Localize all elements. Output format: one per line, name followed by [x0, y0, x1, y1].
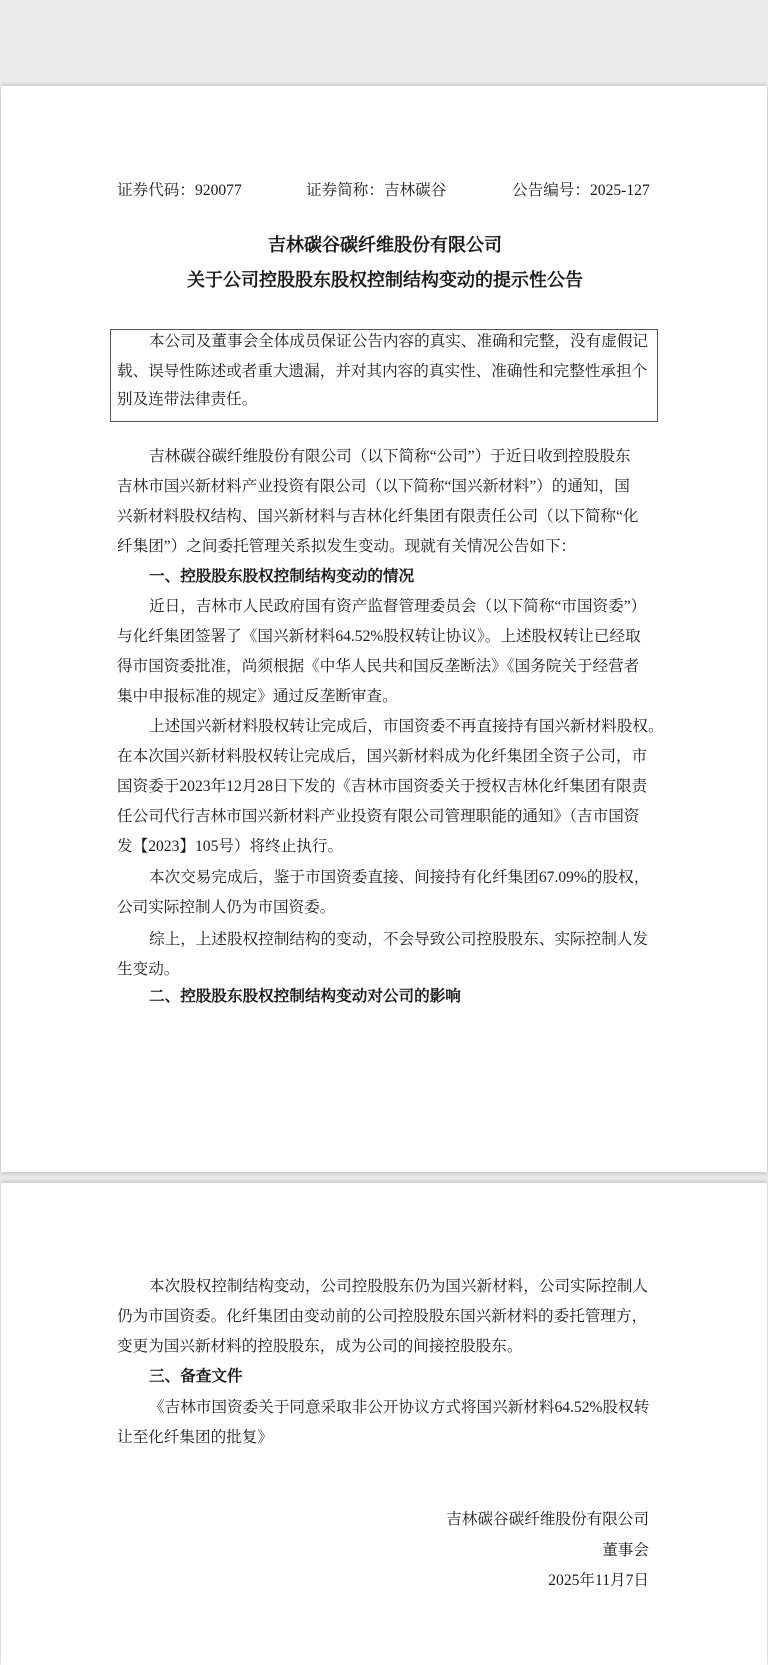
section-heading: 二、控股股东股权控制结构变动对公司的影响: [149, 988, 461, 1005]
paragraph-line: 仍为市国资委。化纤集团由变动前的公司控股股东国兴新材料的委托管理方，: [117, 1308, 648, 1325]
paragraph-line: 在本次国兴新材料股权转让完成后，国兴新材料成为化纤集团全资子公司，市: [117, 748, 648, 765]
paragraph-line: 生变动。: [117, 961, 180, 978]
security-name: 证券简称：吉林碳谷: [306, 182, 447, 199]
paragraph-line: 本次股权控制结构变动，公司控股股东仍为国兴新材料，公司实际控制人: [149, 1278, 649, 1295]
paragraph-line: 近日，吉林市人民政府国有资产监督管理委员会（以下简称“市国资委”）: [149, 598, 647, 615]
paragraph-line: 变更为国兴新材料的控股股东，成为公司的间接控股股东。: [117, 1338, 523, 1355]
signature-company: 吉林碳谷碳纤维股份有限公司: [446, 1511, 649, 1528]
paragraph-line: 吉林碳谷碳纤维股份有限公司（以下简称“公司”）于近日收到控股股东: [149, 448, 631, 465]
paragraph-line: 本次交易完成后，鉴于市国资委直接、间接持有化纤集团67.09%的股权，: [149, 869, 650, 886]
document-page-1: [1, 86, 767, 1172]
signature-date: 2025年11月7日: [548, 1572, 649, 1589]
document-page-2: [1, 1183, 767, 1665]
paragraph-line: 与化纤集团签署了《国兴新材料64.52%股权转让协议》。上述股权转让已经取: [117, 628, 641, 645]
announcement-number: 公告编号：2025-127: [512, 182, 650, 199]
security-code: 证券代码：920077: [117, 182, 242, 199]
paragraph-line: 兴新材料股权结构、国兴新材料与吉林化纤集团有限责任公司（以下简称“化: [117, 508, 639, 525]
paragraph-line: 集中申报标准的规定》通过反垄断审查。: [117, 688, 398, 705]
paragraph-line: 《吉林市国资委关于同意采取非公开协议方式将国兴新材料64.52%股权转: [149, 1399, 650, 1416]
paragraph-line: 综上，上述股权控制结构的变动，不会导致公司控股股东、实际控制人发: [149, 931, 649, 948]
announcement-subject: 关于公司控股股东股权控制结构变动的提示性公告: [187, 270, 583, 290]
signature-board: 董事会: [602, 1542, 649, 1559]
paragraph-line: 公司实际控制人仍为市国资委。: [117, 899, 336, 916]
paragraph-line: 吉林市国兴新材料产业投资有限公司（以下简称“国兴新材料”）的通知，国: [117, 478, 630, 495]
section-heading: 一、控股股东股权控制结构变动的情况: [149, 568, 415, 585]
paragraph-line: 发【2023】105号）将终止执行。: [117, 838, 344, 855]
paragraph-line: 纤集团”）之间委托管理关系拟发生变动。现就有关情况公告如下：: [117, 538, 577, 555]
paragraph-line: 任公司代行吉林市国兴新材料产业投资有限公司管理职能的通知》（吉市国资: [117, 808, 640, 825]
disclaimer-line: 别及连带法律责任。: [117, 391, 258, 408]
disclaimer-line: 载、误导性陈述或者重大遗漏，并对其内容的真实性、准确性和完整性承担个: [117, 363, 648, 380]
paragraph-line: 让至化纤集团的批复》: [117, 1429, 273, 1446]
section-heading: 三、备查文件: [149, 1368, 243, 1385]
paragraph-line: 得市国资委批准，尚须根据《中华人民共和国反垄断法》《国务院关于经营者: [117, 658, 640, 675]
paragraph-line: 上述国兴新材料股权转让完成后，市国资委不再直接持有国兴新材料股权。: [149, 718, 664, 735]
company-title: 吉林碳谷碳纤维股份有限公司: [268, 235, 502, 255]
paragraph-line: 国资委于2023年12月28日下发的《吉林市国资委关于授权吉林化纤集团有限责: [117, 778, 648, 795]
disclaimer-line: 本公司及董事会全体成员保证公告内容的真实、准确和完整，没有虚假记: [149, 333, 649, 350]
